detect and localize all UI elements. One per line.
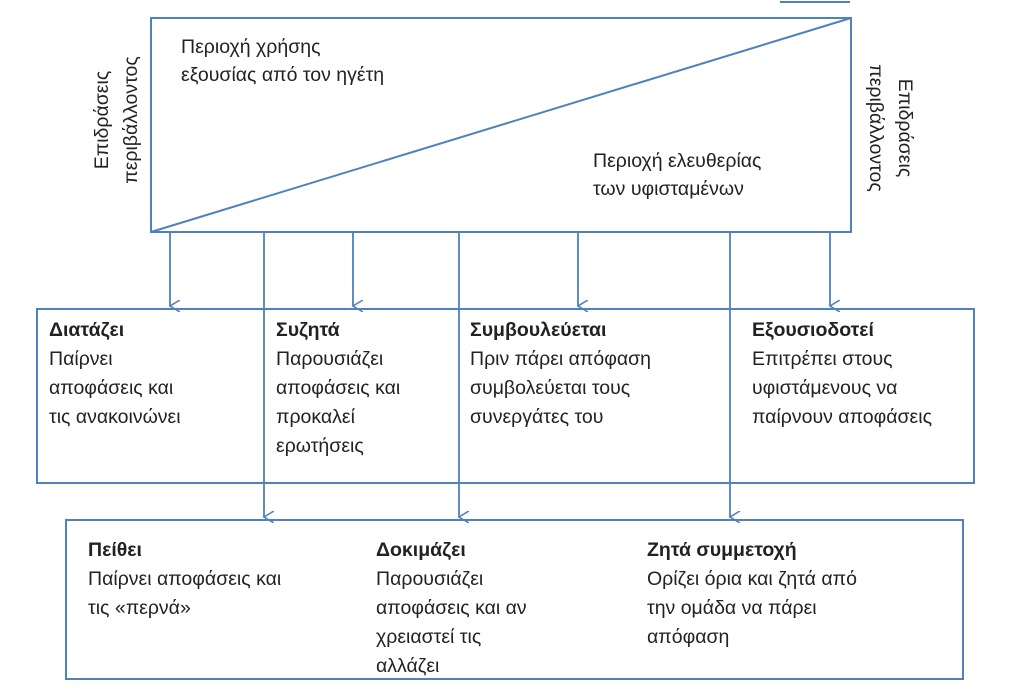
style-title: Συζητά	[276, 319, 340, 341]
style-desc-line: αποφάσεις και	[49, 377, 174, 399]
leader-authority-line-2: εξουσίας από τον ηγέτη	[181, 64, 385, 86]
style-desc-line: ερωτήσεις	[276, 435, 364, 457]
style-desc-line: Παρουσιάζει	[276, 348, 384, 370]
style-desc-line: χρειαστεί τις	[376, 626, 482, 648]
style-desc-line: Παρουσιάζει	[376, 568, 484, 590]
style-desc-line: αλλάζει	[376, 655, 440, 677]
style-desc-line: Πριν πάρει απόφαση	[470, 348, 652, 370]
env-right-line-1: Επιδράσεις	[894, 78, 916, 178]
style-desc-line: Παίρνει αποφάσεις και	[88, 568, 282, 590]
subordinate-freedom-line-1: Περιοχή ελευθερίας	[593, 150, 762, 172]
subordinate-freedom-line-2: των υφισταμένων	[593, 178, 744, 200]
style-syzita	[276, 316, 400, 461]
subordinate-freedom-area-label	[593, 147, 761, 203]
leader-authority-line-1: Περιοχή χρήσης	[181, 36, 321, 58]
style-title: Συμβουλεύεται	[470, 319, 607, 341]
style-title: Δοκιμάζει	[376, 539, 466, 561]
style-title: Ζητά συμμετοχή	[647, 539, 797, 561]
env-left-line-2: περιβάλλοντος	[120, 56, 142, 184]
style-diatazei	[49, 316, 181, 432]
style-peithei	[88, 536, 281, 623]
style-desc-line: απόφαση	[647, 626, 730, 648]
style-desc-line: αποφάσεις και	[276, 377, 401, 399]
style-desc-line: προκαλεί	[276, 406, 355, 428]
leader-authority-area-label	[181, 33, 384, 89]
style-zita-symmetoxi	[647, 536, 857, 652]
style-title: Εξουσιοδοτεί	[752, 319, 874, 341]
style-desc-line: συμβολεύεται τους	[470, 377, 631, 399]
style-exousiodotei	[752, 316, 932, 432]
style-desc-line: την ομάδα να πάρει	[647, 597, 817, 619]
style-desc-line: Παίρνει	[49, 348, 113, 370]
style-desc-line: τις «περνά»	[88, 597, 191, 619]
env-left-line-1: Επιδράσεις	[91, 70, 113, 170]
style-desc-line: Ορίζει όρια και ζητά από	[647, 568, 857, 590]
style-desc-line: τις ανακοινώνει	[49, 406, 181, 428]
style-desc-line: Επιτρέπει στους	[752, 348, 893, 370]
style-desc-line: υφιστάμενους να	[752, 377, 898, 399]
style-title: Πείθει	[88, 539, 142, 561]
environment-influences-left	[88, 40, 148, 200]
style-desc-line: παίρνουν αποφάσεις	[752, 406, 932, 428]
environment-influences-right	[859, 48, 919, 208]
style-desc-line: συνεργάτες του	[470, 406, 604, 428]
style-desc-line: αποφάσεις και αν	[376, 597, 527, 619]
style-dokimazei	[376, 536, 527, 681]
style-title: Διατάζει	[49, 319, 125, 341]
env-right-line-2: περιβάλλοντος	[865, 64, 887, 192]
style-symvouleuetai	[470, 316, 651, 432]
